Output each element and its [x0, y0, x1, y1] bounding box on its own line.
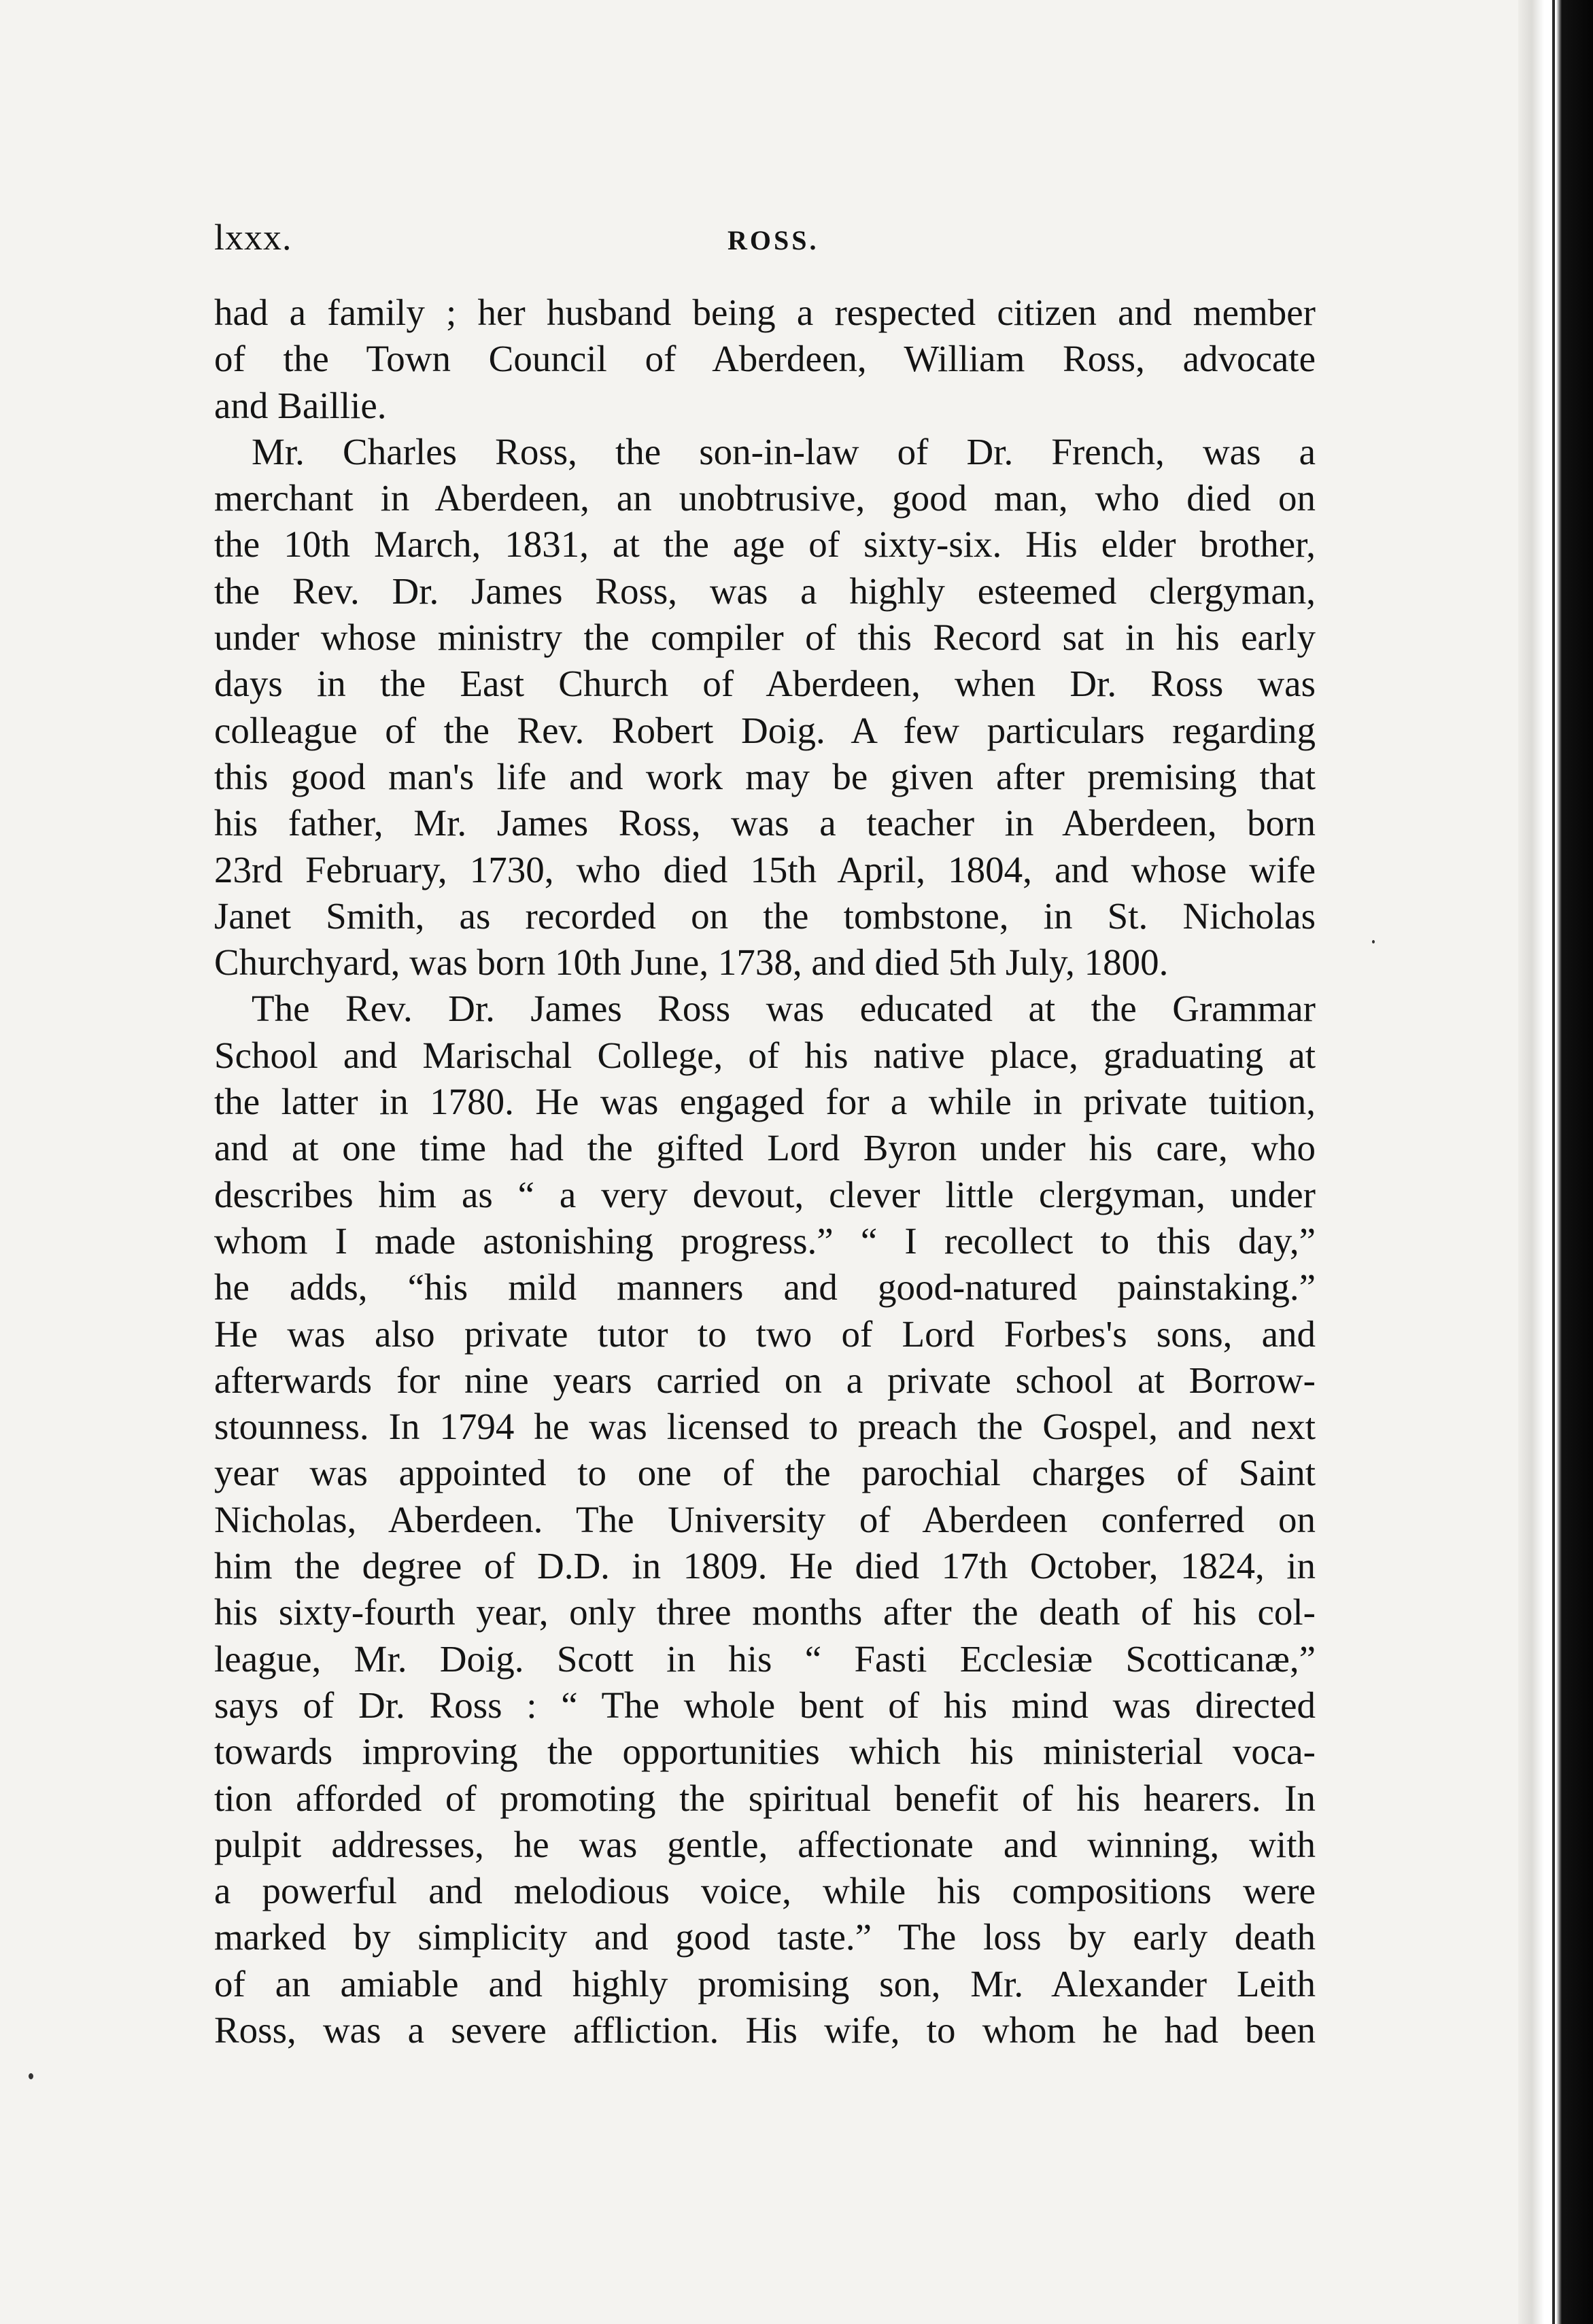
scanned-page-edge: [1518, 0, 1593, 2324]
text-line: and Baillie.: [214, 384, 387, 426]
text-line: and at one time had the gifted Lord Byron under his care, who: [214, 1127, 1316, 1169]
text-line: his sixty-fourth year, only three months after the death of his col-: [214, 1591, 1316, 1633]
text-line: Ross, was a severe affliction. His wife, to whom he had been: [214, 2009, 1316, 2051]
text-line: of an amiable and highly promising son, Mr. Alexander Leith: [214, 1962, 1316, 2005]
text-line: year was appointed to one of the parochial charges of Saint: [214, 1452, 1316, 1494]
text-line: stounness. In 1794 he was licensed to preach the Gospel, and next: [214, 1406, 1316, 1448]
page-edge-line: [1552, 0, 1555, 2324]
text-line: the latter in 1780. He was engaged for a while in private tuition,: [214, 1081, 1316, 1123]
text-line: whom I made astonishing progress.” “ I recollect to this day,”: [214, 1219, 1316, 1262]
text-line: Janet Smith, as recorded on the tombstone, in St. Nicholas: [214, 895, 1316, 937]
text-line: colleague of the Rev. Robert Doig. A few particulars regarding: [214, 709, 1316, 751]
paragraph-start-line: The Rev. Dr. James Ross was educated at the Grammar: [252, 988, 1316, 1030]
scan-speck: [29, 2073, 33, 2079]
text-line: the 10th March, 1831, at the age of sixty-six. His elder brother,: [214, 523, 1316, 566]
text-line: of the Town Council of Aberdeen, William Ross, advocate: [214, 338, 1316, 380]
text-line: the Rev. Dr. James Ross, was a highly esteemed clergyman,: [214, 570, 1316, 612]
text-line: He was also private tutor to two of Lord Forbes's sons, and: [214, 1313, 1316, 1355]
running-head: ROSS.: [727, 225, 819, 256]
text-line: marked by simplicity and good taste.” The loss by early death: [214, 1916, 1316, 1958]
text-line: says of Dr. Ross : “ The whole bent of his mind was directed: [214, 1684, 1316, 1726]
text-line: Nicholas, Aberdeen. The University of Aberdeen conferred on: [214, 1498, 1316, 1540]
paragraph-start-line: Mr. Charles Ross, the son-in-law of Dr. French, was a: [252, 430, 1316, 472]
text-line: tion afforded of promoting the spiritual benefit of his hearers. In: [214, 1777, 1316, 1819]
text-line: he adds, “his mild manners and good-natured painstaking.”: [214, 1266, 1316, 1308]
text-line: days in the East Church of Aberdeen, when Dr. Ross was: [214, 663, 1316, 705]
scan-speck: [1372, 940, 1375, 943]
text-line: towards improving the opportunities which his ministerial voca-: [214, 1731, 1316, 1773]
text-line: his father, Mr. James Ross, was a teacher in Aberdeen, born: [214, 802, 1316, 844]
text-line: this good man's life and work may be given after premising that: [214, 755, 1316, 797]
text-line: 23rd February, 1730, who died 15th April, 1804, and whose wife: [214, 848, 1316, 890]
text-line: a powerful and melodious voice, while his compositions were: [214, 1870, 1316, 1912]
text-line: merchant in Aberdeen, an unobtrusive, good man, who died on: [214, 477, 1316, 519]
text-line: league, Mr. Doig. Scott in his “ Fasti Ecclesiæ Scotticanæ,”: [214, 1637, 1316, 1680]
text-line: School and Marischal College, of his native place, graduating at: [214, 1034, 1316, 1076]
text-line: Churchyard, was born 10th June, 1738, and died 5th July, 1800.: [214, 941, 1169, 984]
text-line: him the degree of D.D. in 1809. He died 17th October, 1824, in: [214, 1545, 1316, 1587]
body-text: [214, 290, 1316, 2053]
text-line: pulpit addresses, he was gentle, affectionate and winning, with: [214, 1823, 1316, 1865]
text-line: under whose ministry the compiler of this Record sat in his early: [214, 617, 1316, 659]
page-number: lxxx.: [214, 217, 292, 258]
text-line: had a family ; her husband being a respected citizen and member: [214, 292, 1316, 333]
text-line: afterwards for nine years carried on a private school at Borrow-: [214, 1359, 1316, 1401]
page-header: [214, 216, 1316, 271]
text-line: describes him as “ a very devout, clever little clergyman, under: [214, 1173, 1316, 1215]
